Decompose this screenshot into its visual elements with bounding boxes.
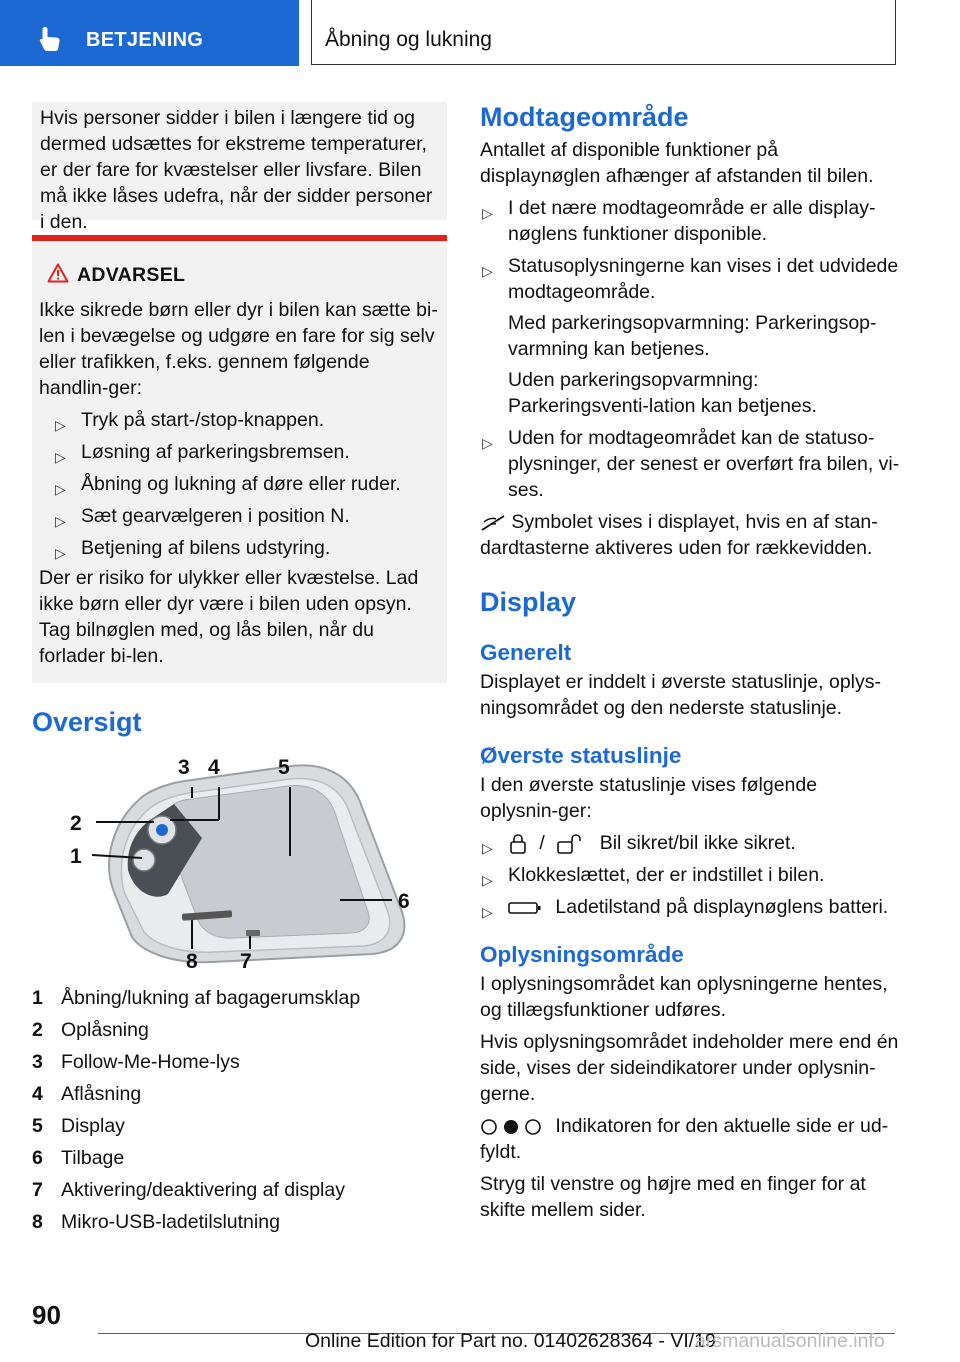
legend-item: 8 Mikro-USB-ladetilslutning (32, 1211, 280, 1233)
bullet-triangle-icon: ▷ (482, 840, 493, 856)
oplys-p1: I oplysningsområdet kan oplysningerne hentes, og tillægsfunktioner udføres. (480, 973, 888, 1021)
page-indicator-icon (480, 1118, 544, 1136)
list-item: ▷ Klokkeslættet, der er indstillet i bilen. (480, 862, 900, 888)
list-item: ▷ Betjening af bilens udstyring. (39, 535, 439, 561)
callout-6: 6 (398, 890, 410, 913)
page-number: 90 (32, 1300, 61, 1330)
list-item: ▷ I det nære modtageområde er alle display-nøglens funktioner disponible. (482, 197, 876, 245)
lock-open-icon (556, 833, 586, 855)
list-item: ▷ Tryk på start-/stop-knappen. (39, 407, 439, 433)
modtage-heading: Modtageområde (480, 102, 689, 132)
list-item: ▷ Statusoplysningerne kan vises i det udvidede modtageområde. Med parkeringsopvarmning: Parkeringsop-varmning kan betjenes. Uden parkeringsopvarmning: Parkeringsventi-lation kan betjenes. (482, 255, 899, 417)
display-key-figure (62, 752, 422, 974)
oplys-heading: Oplysningsområde (480, 942, 684, 967)
list-item: ▷ Løsning af parkeringsbremsen. (39, 439, 439, 465)
battery-icon (508, 901, 542, 915)
list-item: ▷ Sæt gearvælgeren i position N. (39, 503, 439, 529)
indicator-paragraph: Indikatoren for den aktuelle side er ud-fyldt. (480, 1115, 889, 1163)
callout-3: 3 (178, 756, 190, 779)
hand-pointer-icon (38, 26, 62, 52)
out-of-range-icon (480, 514, 506, 532)
warning-triangle-icon (47, 263, 69, 283)
page-header (0, 0, 960, 66)
section-title: BETJENING (86, 29, 204, 51)
section-tab (0, 0, 299, 66)
warning-box (32, 235, 447, 683)
warning-list (39, 407, 439, 561)
warning-bar (32, 235, 447, 241)
legend-item: 5 Display (32, 1115, 125, 1137)
oplys-p3: Stryg til venstre og højre med en finger for at skifte mellem sider. (480, 1173, 866, 1221)
warning-text: Ikke sikrede børn eller dyr i bilen kan sætte bi-len i bevægelse og udgøre en fare for sig selv eller trafikken, f.eks. gennem følgende handlin-ger: (39, 299, 438, 399)
callout-8: 8 (186, 950, 198, 973)
legend-item: 2 Oplåsning (32, 1019, 149, 1041)
callout-1: 1 (70, 845, 82, 868)
bullet-triangle-icon: ▷ (482, 205, 493, 221)
list-item: ▷ Ladetilstand på displaynøglens batteri. (480, 894, 900, 920)
bullet-triangle-icon: ▷ (55, 481, 66, 497)
bullet-triangle-icon: ▷ (482, 904, 493, 920)
lock-closed-icon (508, 833, 528, 855)
chapter-title: Åbning og lukning (325, 28, 492, 51)
list-item: ▷ Åbning og lukning af døre eller ruder. (39, 471, 439, 497)
symbol-paragraph: Symbolet vises i displayet, hvis en af stan-dardtasterne aktiveres uden for rækkevidden. (480, 511, 878, 559)
modtage-intro: Antallet af disponible funktioner på displaynøglen afhænger af afstanden til bilen. (480, 139, 874, 187)
footer-edition: Online Edition for Part no. 01402628364 - VI/19 (305, 1330, 716, 1352)
warning-closing: Der er risiko for ulykker eller kvæstelse. Lad ikke børn eller dyr være i bilen uden opsyn. Tag bilnøglen med, og lås bilen, når du forlader bi-len. (39, 567, 419, 667)
warning-title: ADVARSEL (77, 264, 186, 286)
legend-item: 7 Aktivering/deaktivering af display (32, 1179, 345, 1201)
bullet-triangle-icon: ▷ (482, 872, 493, 888)
callout-7: 7 (240, 950, 252, 973)
modtage-sub2: Uden parkeringsopvarmning: Parkeringsventi-lation kan betjenes. (508, 369, 817, 417)
callout-4: 4 (208, 756, 220, 779)
bullet-triangle-icon: ▷ (55, 545, 66, 561)
bullet-triangle-icon: ▷ (482, 435, 493, 451)
right-column (480, 102, 900, 1223)
bullet-triangle-icon: ▷ (482, 263, 493, 279)
oplys-p2: Hvis oplysningsområdet indeholder mere end én side, vises der sideindikatorer under oplysnin-gerne. (480, 1031, 899, 1105)
statuslinje-heading: Øverste statuslinje (480, 743, 682, 768)
bullet-triangle-icon: ▷ (55, 513, 66, 529)
legend-item: 4 Aflåsning (32, 1083, 142, 1105)
callout-5: 5 (278, 756, 290, 779)
display-heading: Display (480, 587, 577, 617)
legend-item: 1 Åbning/lukning af bagagerumsklap (32, 987, 361, 1009)
legend-item: 6 Tilbage (32, 1147, 125, 1169)
watermark: arsmanualsonline.info (695, 1330, 885, 1352)
list-item: ▷ Uden for modtageområdet kan de statuso-plysninger, der senest er overført fra bilen, vi-ses. (482, 427, 900, 501)
modtage-sub1: Med parkeringsopvarmning: Parkeringsop-varmning kan betjenes. (508, 312, 877, 360)
figure-legend (32, 982, 447, 1238)
intro-box (32, 102, 447, 233)
legend-item: 3 Follow-Me-Home-lys (32, 1051, 240, 1073)
status-list (480, 830, 900, 920)
statuslinje-intro: I den øverste statuslinje vises følgende oplysnin-ger: (480, 774, 818, 822)
intro-text: Hvis personer sidder i bilen i længere tid og dermed udsættes for ekstreme temperaturer, er der fare for kvæstelser eller livsfare. Bilen må ikke låses udefra, når der sidder personer i den. (40, 107, 433, 233)
callout-2: 2 (70, 812, 82, 835)
generelt-heading: Generelt (480, 640, 572, 665)
overview-heading: Oversigt (32, 707, 142, 737)
bullet-triangle-icon: ▷ (55, 417, 66, 433)
bullet-triangle-icon: ▷ (55, 449, 66, 465)
modtage-list (480, 195, 900, 503)
generelt-text: Displayet er inddelt i øverste statuslinje, oplys-ningsområdet og den nederste statuslinje. (480, 671, 881, 719)
list-item: ▷ / Bil sikret/bil ikke sikret. (480, 830, 900, 856)
